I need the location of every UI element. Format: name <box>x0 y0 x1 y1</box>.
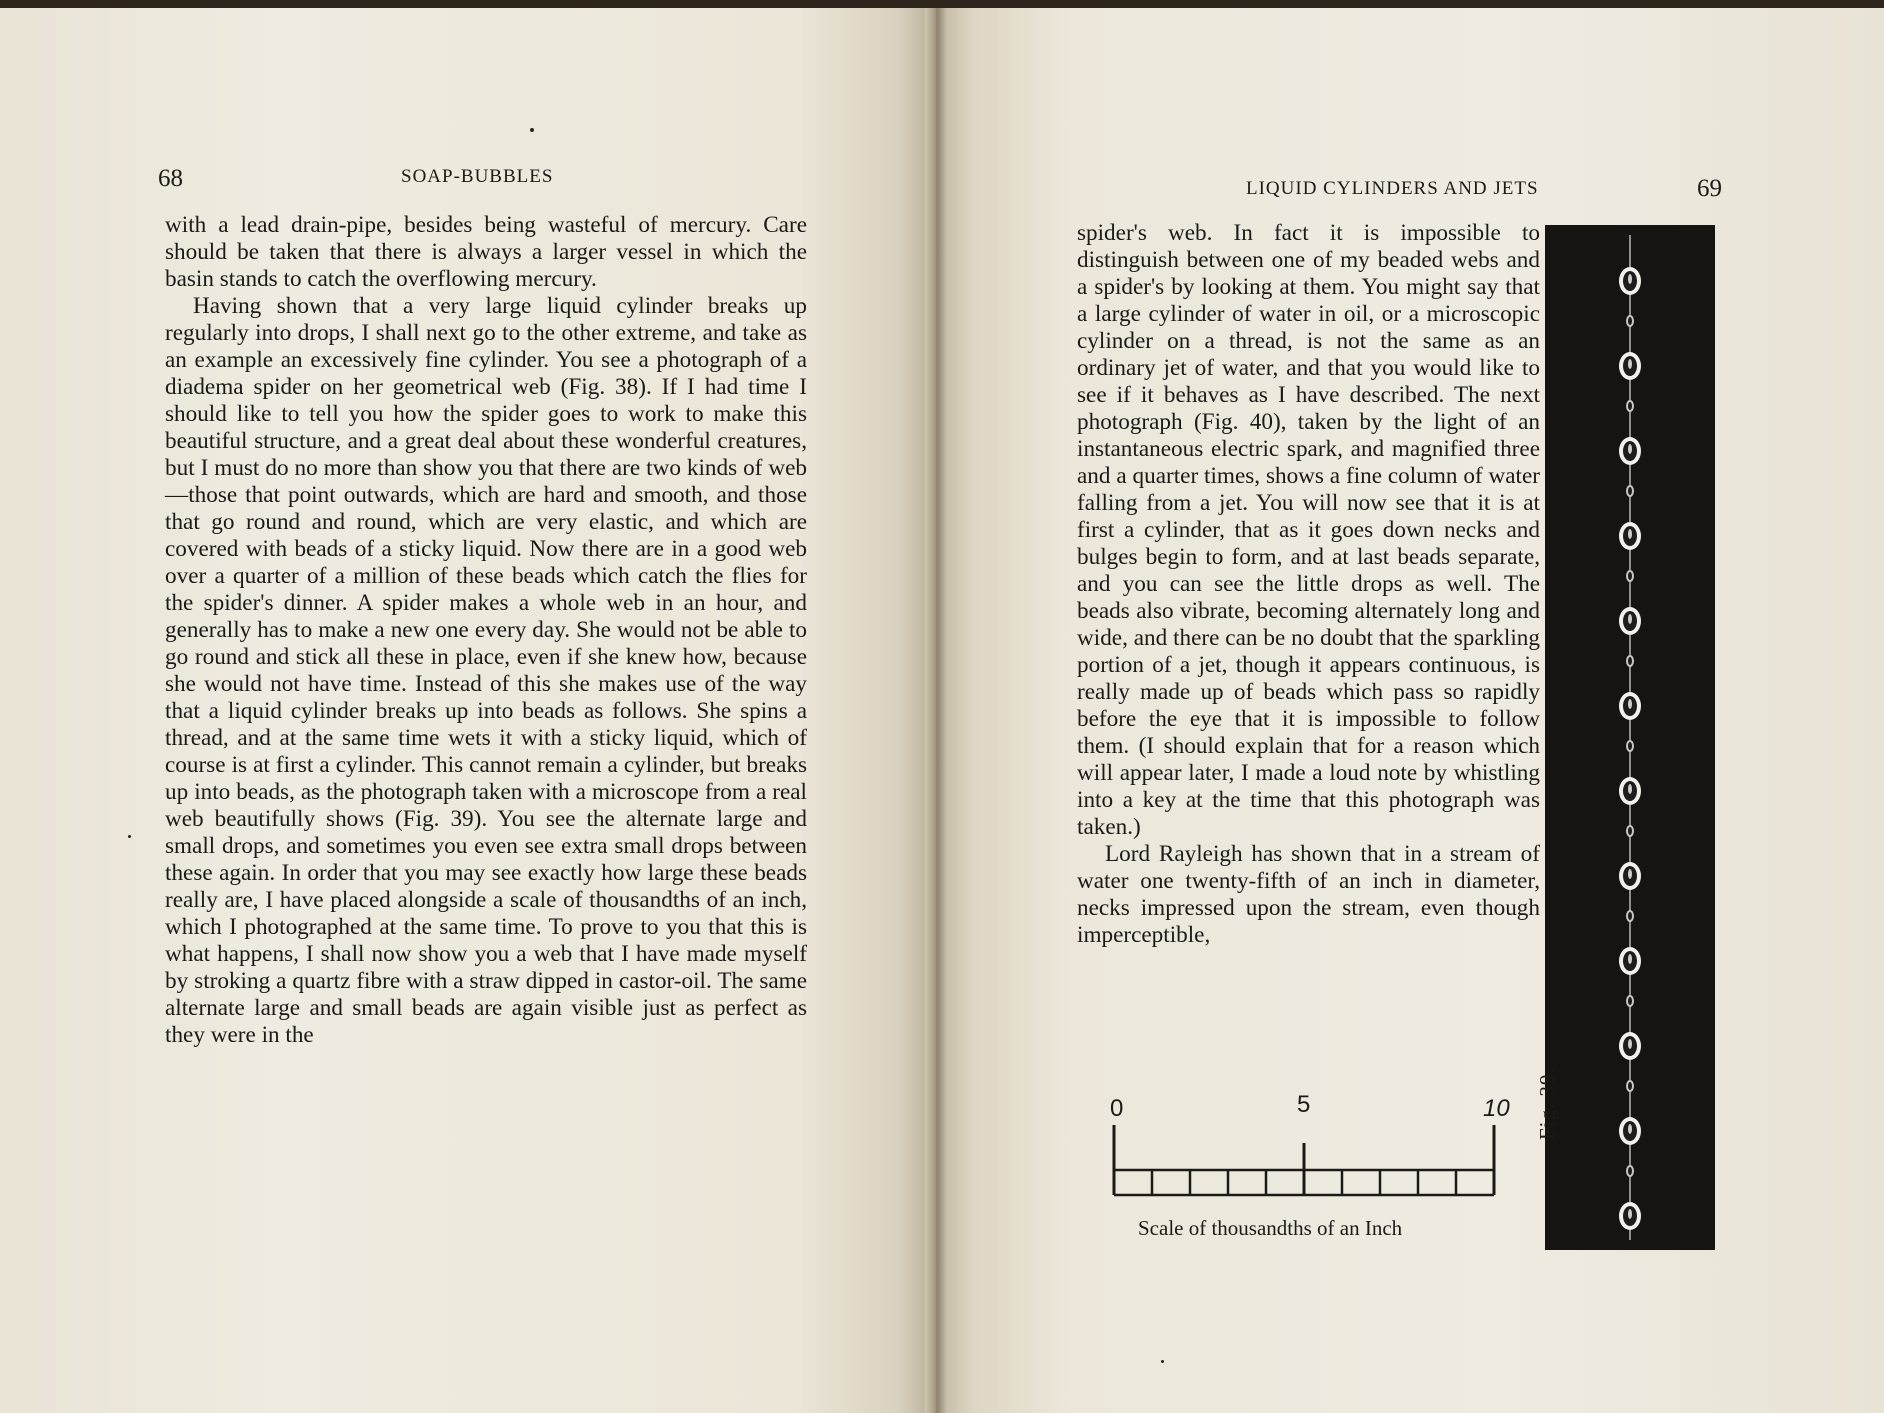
web-bead <box>1619 862 1641 890</box>
book-gutter <box>925 8 947 1413</box>
web-bead <box>1619 692 1641 720</box>
scale-caption: Scale of thousandths of an Inch <box>1138 1216 1403 1240</box>
web-small-drop <box>1626 400 1634 412</box>
scale-label-5: 5 <box>1297 1091 1311 1118</box>
paragraph: spider's web. In fact it is impossible to distinguish between one of my beaded webs and a spider's by looking at them. You might say that a large cylinder of water in oil, or a microscopic cylinder on a thread, is not the same as an ordinary jet of water, and that you would like to see if it behaves as I have described. The next photograph (Fig. 40), taken by the light of an instantaneous electric spark, and magnified three and a quarter times, shows a fine column of water falling from a jet. You will now see that it is at first a cylinder, that as it goes down necks and bulges begin to form, and at last beads separate, and you can see the little drops as well. The beads also vibrate, becoming alternately long and wide, and there can be no doubt that the sparkling portion of a jet, though it appears continuous, is really made up of beads which pass so rapidly before the eye that it is impossible to follow them. (I should explain that for a reason which will appear later, I made a loud note by whistling into a key at the time that this photograph was taken.) <box>1077 220 1540 840</box>
web-small-drop <box>1626 1165 1634 1177</box>
web-small-drop <box>1626 570 1634 582</box>
figure-label: Fig. 39. <box>1535 1067 1559 1140</box>
web-small-drop <box>1626 485 1634 497</box>
paper-speck <box>1161 1360 1164 1363</box>
running-head-left: SOAP-BUBBLES <box>401 166 554 187</box>
scale-label-0: 0 <box>1110 1095 1124 1122</box>
figure-39-photograph <box>1545 225 1715 1250</box>
paragraph: with a lead drain-pipe, besides being wasteful of mercury. Care should be taken that there is always a larger vessel in which the basin stands to catch the overflowing mercury. <box>165 212 807 292</box>
web-bead <box>1619 1202 1641 1230</box>
web-bead <box>1619 1117 1641 1145</box>
paragraph: Having shown that a very large liquid cylinder breaks up regularly into drops, I shall next go to the other extreme, and take as an example an excessively fine cylinder. You see a photograph of a diadema spider on her geometrical web (Fig. 38). If I had time I should like to tell you how the spider goes to work to make this beautiful structure, and a great deal about these wonderful creatures, but I must do no more than show you that there are two kinds of web—those that point outwards, which are hard and smooth, and those that go round and round, which are very elastic, and which are covered with beads of a sticky liquid. Now there are in a good web over a quarter of a million of these beads which catch the flies for the spider's dinner. A spider makes a whole web in an hour, and generally has to make a new one every day. She would not be able to go round and stick all these in place, even if she knew how, because she would not have time. Instead of this she makes use of the way that a liquid cylinder breaks up into beads as follows. She spins a thread, and at the same time wets it with a sticky liquid, which of course is at first a cylinder. This cannot remain a cylinder, but breaks up into beads, as the photograph taken with a microscope from a real web beautifully shows (Fig. 39). You see the alternate large and small drops, and sometimes you even see extra small drops between these again. In order that you may see exactly how large these beads really are, I have placed alongside a scale of thousandths of an inch, which I photographed at the same time. To prove to you that this is what happens, I shall now show you a web that I have made myself by stroking a quartz fibre with a straw dipped in castor-oil. The same alternate large and small beads are again visible just as perfect as they were in the <box>165 293 807 1048</box>
page-number-left: 68 <box>158 165 183 192</box>
web-small-drop <box>1626 655 1634 667</box>
web-small-drop <box>1626 910 1634 922</box>
paper-speck <box>128 835 131 838</box>
web-small-drop <box>1626 315 1634 327</box>
web-small-drop <box>1626 1080 1634 1092</box>
web-small-drop <box>1626 740 1634 752</box>
scale-bar <box>1110 1091 1510 1235</box>
paper-speck <box>530 128 534 132</box>
web-bead <box>1619 437 1641 465</box>
left-body-text <box>165 212 807 1049</box>
web-small-drop <box>1626 995 1634 1007</box>
right-body-text <box>1077 220 1540 949</box>
web-bead <box>1619 947 1641 975</box>
running-head-right: LIQUID CYLINDERS AND JETS <box>1246 178 1539 199</box>
web-bead <box>1619 352 1641 380</box>
page-number-right: 69 <box>1697 175 1722 202</box>
web-bead <box>1619 267 1641 295</box>
paragraph: Lord Rayleigh has shown that in a stream of water one twenty-fifth of an inch in diameter, necks impressed upon the stream, even though imperceptible, <box>1077 841 1540 948</box>
web-bead <box>1619 522 1641 550</box>
web-bead <box>1619 777 1641 805</box>
web-bead <box>1619 1032 1641 1060</box>
scale-label-10: 10 <box>1483 1095 1510 1122</box>
web-bead <box>1619 607 1641 635</box>
web-small-drop <box>1626 825 1634 837</box>
